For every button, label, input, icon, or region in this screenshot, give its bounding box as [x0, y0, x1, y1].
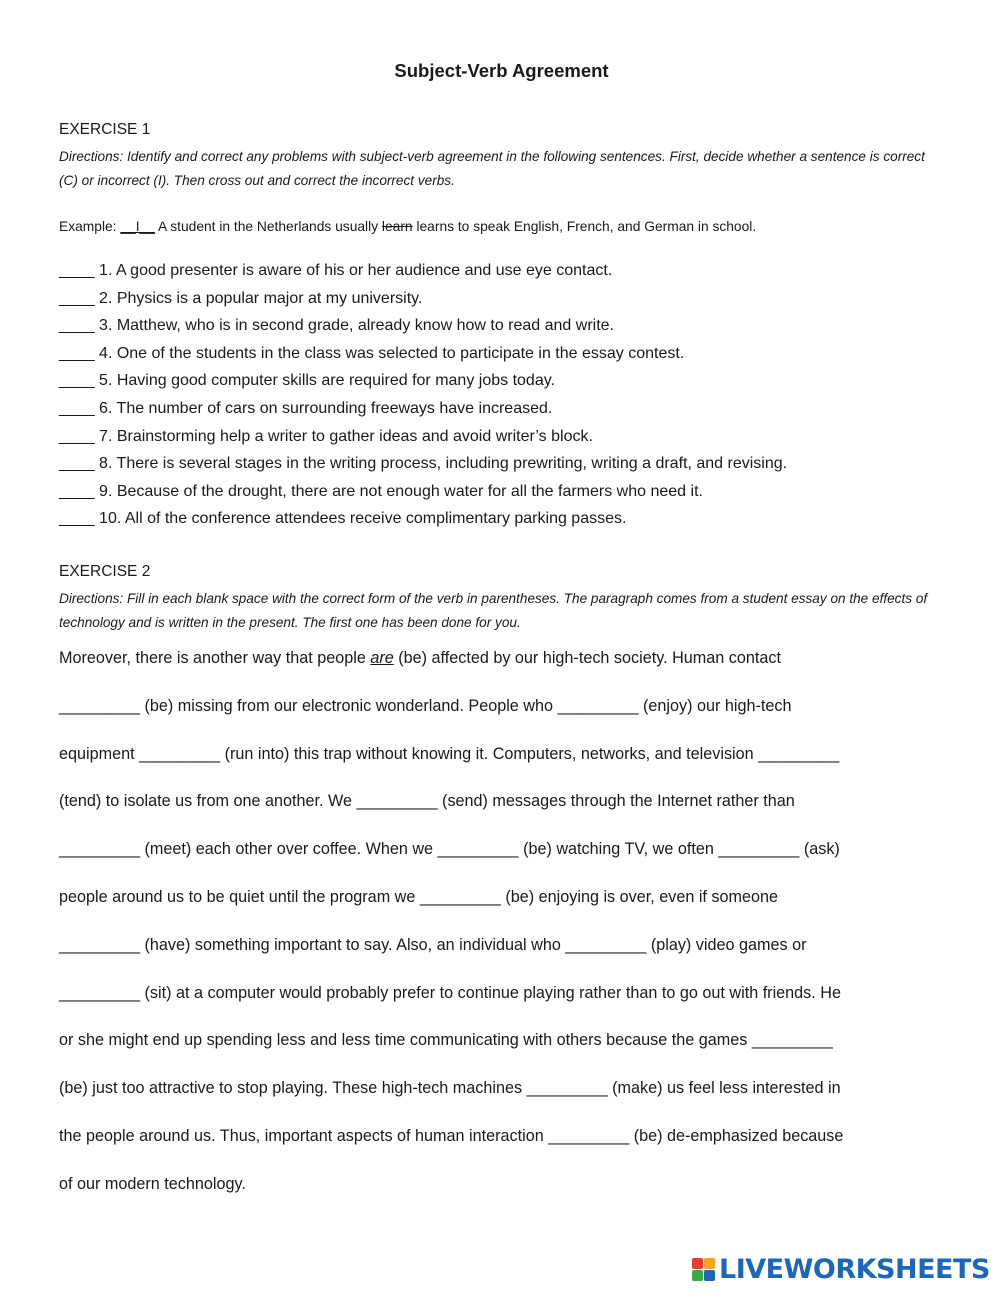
exercise2-heading: EXERCISE 2 — [59, 563, 151, 580]
paragraph-line[interactable]: people around us to be quiet until the program we _________ (be) enjoying is over, even if someone — [59, 887, 779, 906]
example-after: learns to speak English, French, and German in school. — [412, 219, 757, 234]
first-line-after: (be) affected by our high-tech society. Human contact — [393, 649, 781, 667]
paragraph-line[interactable]: _________ (be) missing from our electronic wonderland. People who _________ (enjoy) our high-tech — [59, 696, 792, 715]
exercise1-item[interactable]: ____ 4. One of the students in the class was selected to participate in the essay contest. — [59, 344, 685, 362]
exercise1-item[interactable]: ____ 8. There is several stages in the writing process, including prewriting, writing a draft, and revising. — [59, 455, 788, 473]
first-line-before: Moreover, there is another way that people — [59, 649, 371, 667]
example-answer: are — [370, 649, 394, 667]
exercise2-paragraph — [59, 646, 944, 1220]
paragraph-line[interactable]: _________ (sit) at a computer would probably prefer to continue playing rather than to go out with friends. He — [59, 983, 841, 1002]
paragraph-line[interactable]: _________ (meet) each other over coffee. When we _________ (be) watching TV, we often _________ (ask) — [59, 840, 840, 859]
paragraph-line — [59, 646, 944, 694]
paragraph-line[interactable]: the people around us. Thus, important aspects of human interaction _________ (be) de-emphasized because — [59, 1126, 844, 1145]
exercise1-item[interactable]: ____ 6. The number of cars on surrounding freeways have increased. — [59, 399, 553, 417]
paragraph-line: of our modern technology. — [59, 1174, 246, 1193]
exercise1-item[interactable]: ____ 10. All of the conference attendees receive complimentary parking passes. — [59, 510, 627, 528]
example-prefix: Example: — [59, 219, 121, 234]
exercise1-heading: EXERCISE 1 — [59, 121, 151, 138]
logo-text: LIVEWORKSHEETS — [719, 1253, 990, 1285]
liveworksheets-logo — [692, 1253, 990, 1285]
logo-square-blue — [704, 1270, 715, 1281]
paragraph-line[interactable]: (be) just too attractive to stop playing. These high-tech machines _________ (make) us feel less interested in — [59, 1079, 841, 1098]
page-title: Subject-Verb Agreement — [394, 60, 609, 81]
logo-square-orange — [704, 1258, 715, 1269]
example-struck-verb: learn — [381, 219, 413, 234]
exercise1-item[interactable]: ____ 3. Matthew, who is in second grade, already know how to read and write. — [59, 317, 614, 335]
exercise1-item[interactable]: ____ 9. Because of the drought, there are not enough water for all the farmers who need it. — [59, 482, 703, 500]
logo-mark-icon — [692, 1258, 715, 1281]
logo-square-green — [692, 1270, 703, 1281]
paragraph-line[interactable]: or she might end up spending less and less time communicating with others because the games _________ — [59, 1031, 833, 1050]
exercise2-directions: Directions: Fill in each blank space with the correct form of the verb in parentheses. The paragraph comes from a student essay on the effects of technology and is written in the present. The first one has been done for you. — [59, 591, 928, 630]
exercise1-item[interactable]: ____ 2. Physics is a popular major at my university. — [59, 289, 423, 307]
exercise1-item[interactable]: ____ 1. A good presenter is aware of his or her audience and use eye contact. — [59, 262, 613, 279]
example-blank: __I__ — [120, 219, 155, 234]
example-before: A student in the Netherlands usually — [154, 219, 382, 234]
logo-square-red — [692, 1258, 703, 1269]
exercise1-item[interactable]: ____ 5. Having good computer skills are required for many jobs today. — [59, 372, 555, 390]
exercise1-item[interactable]: ____ 7. Brainstorming help a writer to gather ideas and avoid writer’s block. — [59, 427, 593, 445]
paragraph-line[interactable]: equipment _________ (run into) this trap without knowing it. Computers, networks, and television _________ — [59, 744, 840, 763]
paragraph-line[interactable]: _________ (have) something important to say. Also, an individual who _________ (play) video games or — [59, 935, 807, 954]
exercise1-example — [59, 219, 756, 234]
exercise1-directions: Directions: Identify and correct any problems with subject-verb agreement in the following sentences. First, decide whether a sentence is correct (C) or incorrect (I). Then cross out and correct the incorrect verbs. — [59, 149, 925, 188]
paragraph-line[interactable]: (tend) to isolate us from one another. We _________ (send) messages through the Internet rather than — [59, 792, 795, 811]
exercise1-items — [59, 257, 787, 533]
